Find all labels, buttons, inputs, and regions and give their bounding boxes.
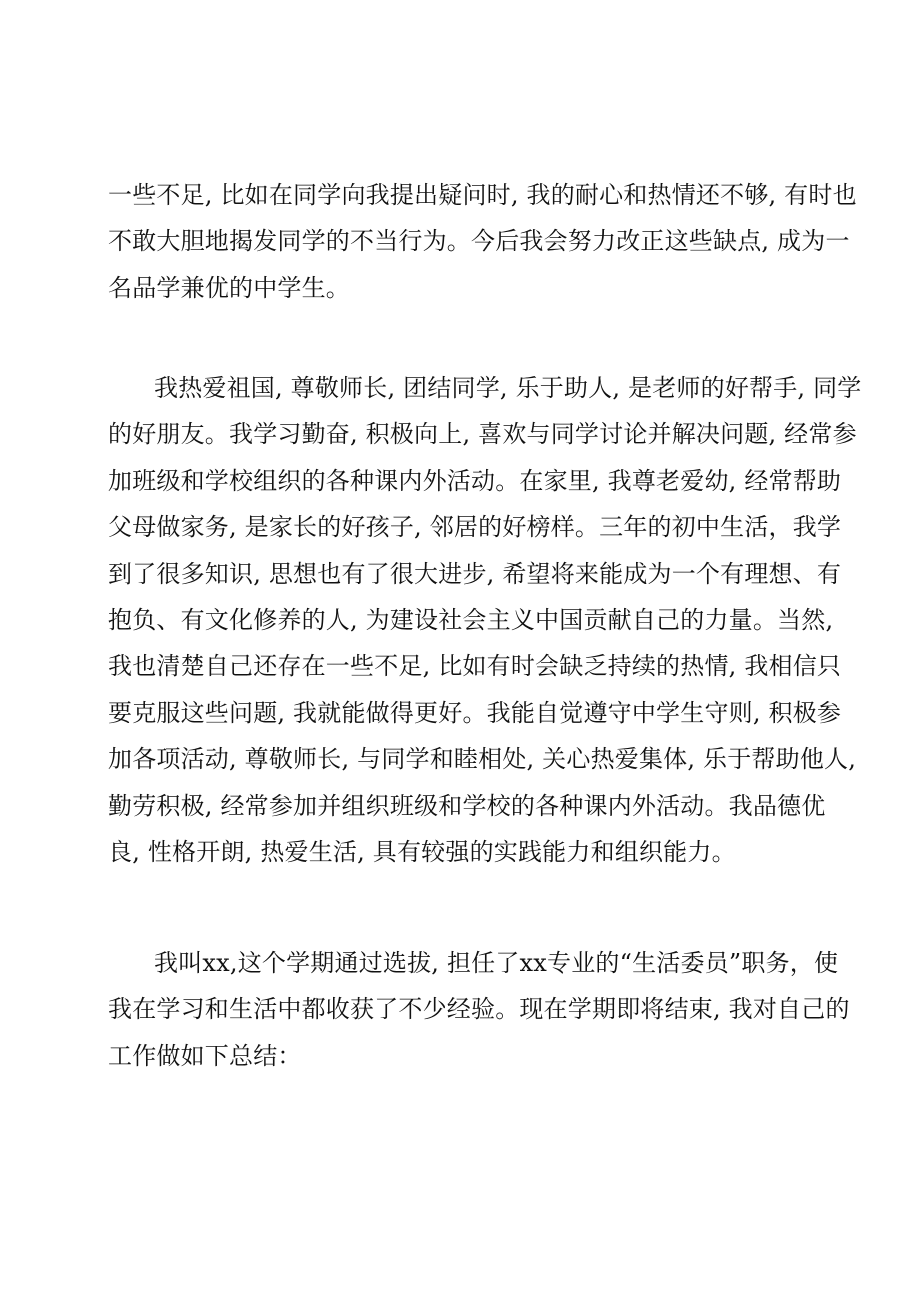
paragraph-2-line-1: 我热爱祖国, 尊敬师长, 团结同学, 乐于助人, 是老师的好帮手, 同学 [154,374,862,402]
paragraph-3-line-1: 我叫xx,这个学期通过选拔, 担任了xx专业的“生活委员”职务，使 [154,949,839,977]
paragraph-3 [108,940,850,1079]
paragraph-2-line-10: 勤劳积极, 经常参加并组织班级和学校的各种课内外活动。我品德优 [108,791,826,820]
paragraph-2-line-2: 的好朋友。我学习勤奋, 积极向上, 喜欢与同学讨论并解决问题, 经常参 [108,420,857,449]
paragraph-2-line-5: 到了很多知识, 思想也有了很大进步, 希望将来能成为一个有理想、有 [108,559,842,588]
paragraph-2-line-9: 加各项活动, 尊敬师长, 与同学和睦相处, 关心热爱集体, 乐于帮助他人, [108,745,857,774]
paragraph-2-line-6: 抱负、有文化修养的人, 为建设社会主义中国贡献自己的力量。当然, [108,605,834,634]
paragraph-2 [108,365,862,875]
paragraph-1-line-1: 一些不足, 比如在同学向我提出疑问时, 我的耐心和热情还不够, 有时也 [108,181,857,209]
paragraph-3-line-2: 我在学习和生活中都收获了不少经验。现在学期即将结束, 我对自己的 [108,995,850,1024]
paragraph-2-line-11: 良, 性格开朗, 热爱生活, 具有较强的实践能力和组织能力。 [108,837,736,866]
paragraph-1 [108,172,857,311]
paragraph-2-line-7: 我也清楚自己还存在一些不足, 比如有时会缺乏持续的热情, 我相信只 [108,652,842,681]
paragraph-2-line-4: 父母做家务, 是家长的好孩子, 邻居的好榜样。三年的初中生活，我学 [108,513,842,542]
paragraph-1-line-3: 名品学兼优的中学生。 [108,273,350,302]
paragraph-3-line-3: 工作做如下总结： [108,1041,302,1070]
paragraph-1-line-2: 不敢大胆地揭发同学的不当行为。今后我会努力改正这些缺点, 成为一 [108,227,850,256]
paragraph-2-line-8: 要克服这些问题, 我就能做得更好。我能自觉遵守中学生守则, 积极参 [108,698,842,727]
paragraph-2-line-3: 加班级和学校组织的各种课内外活动。在家里, 我尊老爱幼, 经常帮助 [108,466,842,495]
